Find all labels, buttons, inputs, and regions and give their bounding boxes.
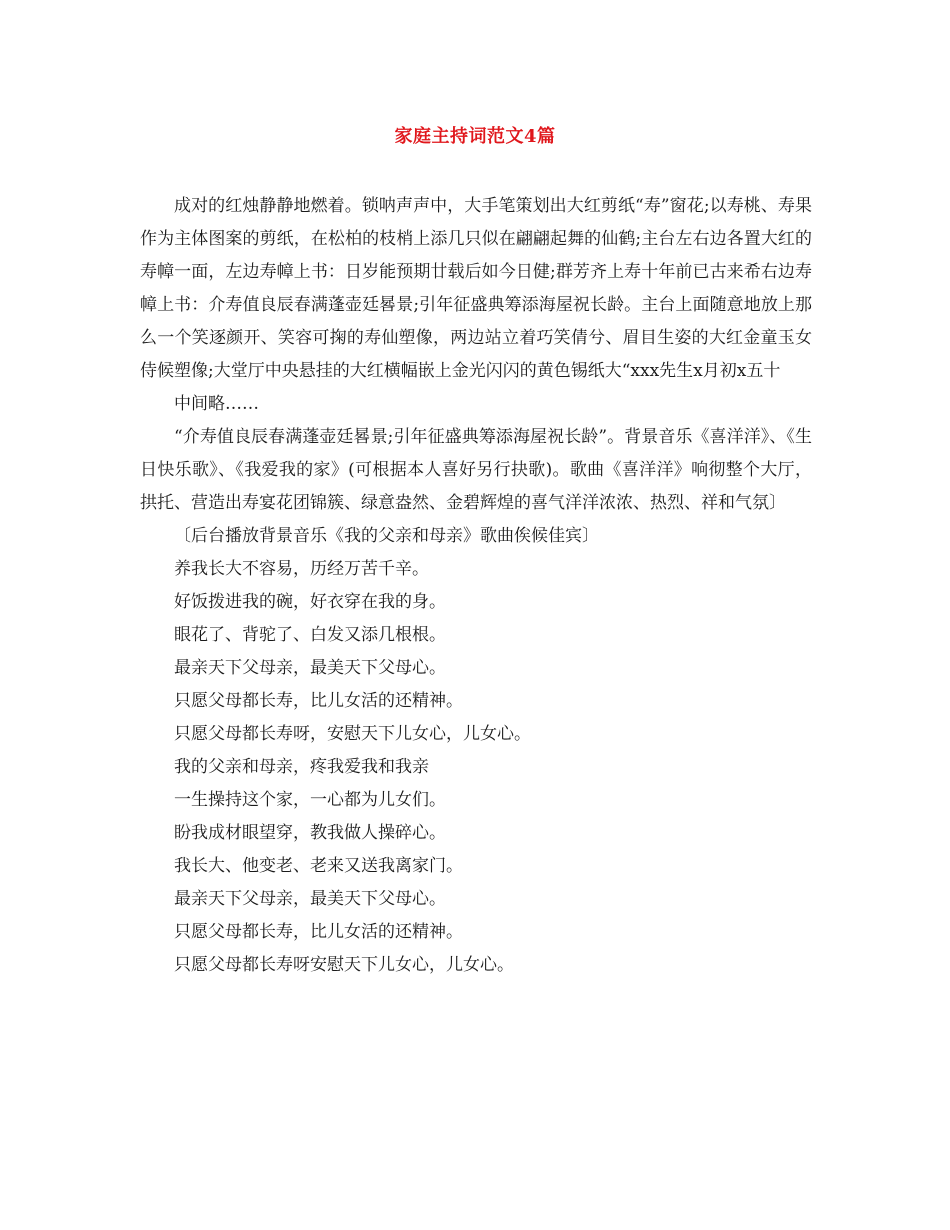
paragraph-stage-note: 〔后台播放背景音乐《我的父亲和母亲》歌曲俟候佳宾〕 bbox=[174, 526, 599, 546]
lyric-line: 好饭拨进我的碗，好衣穿在我的身。 bbox=[174, 592, 446, 612]
lyric-line: 眼花了、背驼了、白发又添几根根。 bbox=[174, 625, 446, 645]
lyric-line: 养我长大不容易，历经万苦千辛。 bbox=[174, 559, 429, 579]
lyric-line: 我长大、他变老、老来又送我离家门。 bbox=[174, 856, 463, 876]
document-body bbox=[140, 190, 812, 982]
lyric-line: 我的父亲和母亲，疼我爱我和我亲 bbox=[174, 757, 429, 777]
paragraph-intro: 成对的红烛静静地燃着。锁呐声声中，大手笔策划出大红剪纸“寿”窗花;以寿桃、寿果作为主体图案的剪纸，在松柏的枝梢上添几只似在翩翩起舞的仙鹤;主台左右边各置大红的寿幛一面，左边寿幛上书：日岁能预期廿载后如今日健;群芳齐上寿十年前已古来希右边寿幛上书：介寿值良辰春满蓬壶廷晷景;引年征盛典筹添海屋祝长龄。主台上面随意地放上那么一个笑逐颜开、笑容可掬的寿仙塑像，两边站立着巧笑倩兮、眉目生姿的大红金童玉女侍候塑像;大堂厅中央悬挂的大红横幅嵌上金光闪闪的黄色锡纸大“xxx先生x月初x五十 bbox=[140, 196, 812, 381]
lyric-line: 只愿父母都长寿，比儿女活的还精神。 bbox=[174, 691, 463, 711]
lyric-line: 一生操持这个家，一心都为儿女们。 bbox=[174, 790, 446, 810]
lyric-line: 只愿父母都长寿呀，安慰天下儿女心，儿女心。 bbox=[174, 724, 531, 744]
document-title: 家庭主持词范文4篇 bbox=[394, 126, 556, 147]
lyric-line: 只愿父母都长寿，比儿女活的还精神。 bbox=[174, 922, 463, 942]
lyric-line: 盼我成材眼望穿，教我做人操碎心。 bbox=[174, 823, 446, 843]
paragraph-couplet: “介寿值良辰春满蓬壶廷晷景;引年征盛典筹添海屋祝长龄”。背景音乐《喜洋洋》、《生日快乐歌》、《我爱我的家》(可根据本人喜好另行抉歌)。歌曲《喜洋洋》响彻整个大厅，拱托、营造出寿宴花团锦簇、绿意盎然、金碧辉煌的喜气洋洋浓浓、热烈、祥和气氛〕 bbox=[140, 427, 812, 513]
lyric-line: 只愿父母都长寿呀安慰天下儿女心，儿女心。 bbox=[174, 955, 514, 975]
lyric-line: 最亲天下父母亲，最美天下父母心。 bbox=[174, 658, 446, 678]
lyric-line: 最亲天下父母亲，最美天下父母心。 bbox=[174, 889, 446, 909]
paragraph-omitted: 中间略…… bbox=[174, 394, 259, 414]
